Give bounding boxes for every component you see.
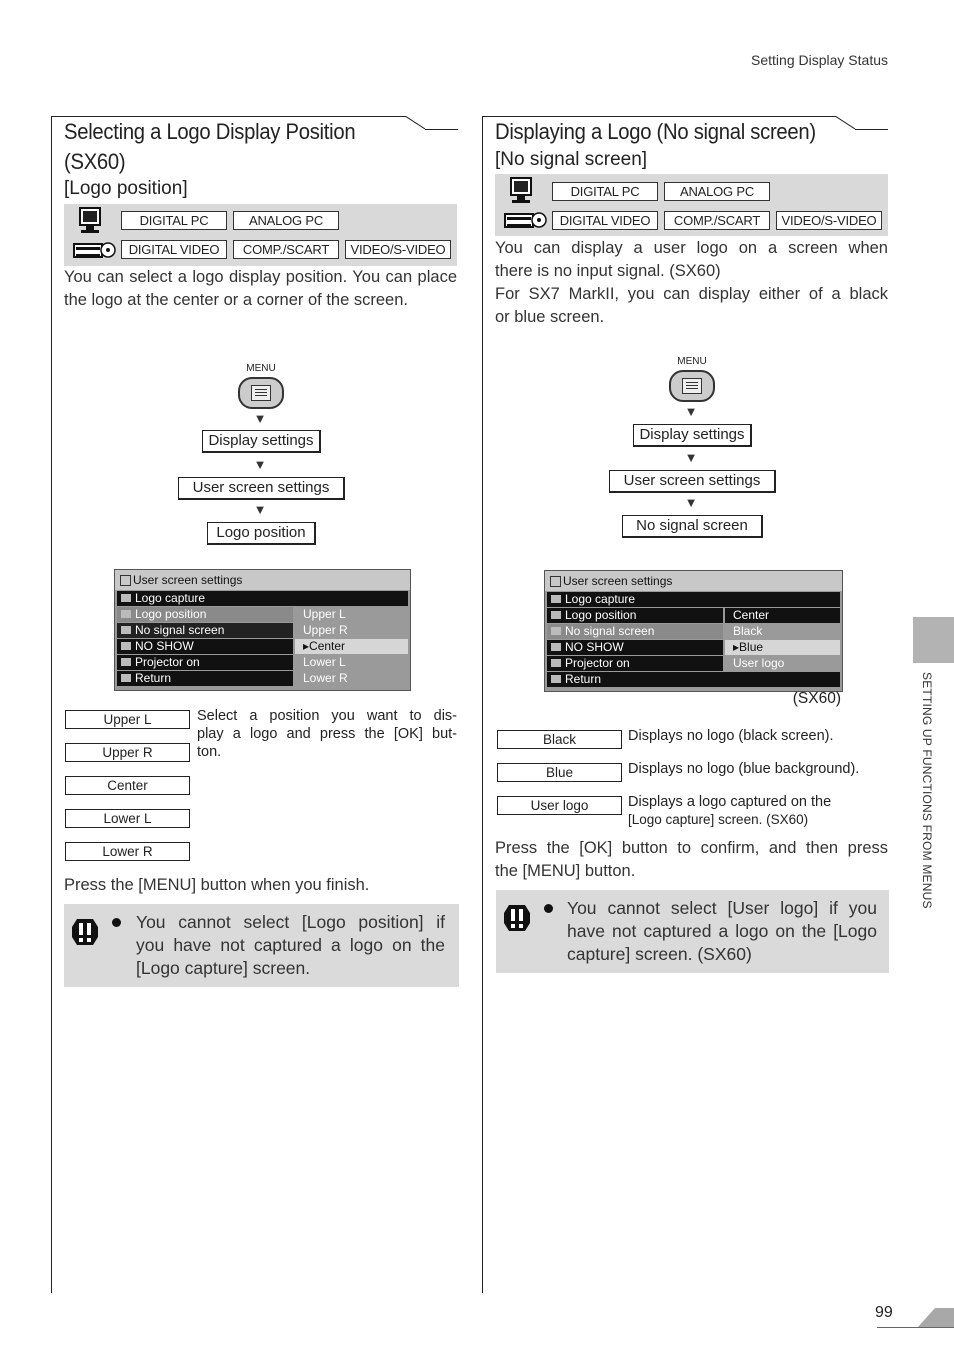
left-note-text: You cannot select [Logo position] if you have not captured a logo on the [Logo capture] screen. xyxy=(136,912,445,978)
left-section-title: Selecting a Logo Display Position (SX60) xyxy=(64,119,356,174)
note-bullet xyxy=(544,904,553,913)
osd-item: Projector on xyxy=(547,656,723,671)
option-blue: Blue xyxy=(497,763,622,782)
osd-title: User screen settings xyxy=(115,570,410,590)
source-devices-icon xyxy=(503,176,549,234)
option-black: Black xyxy=(497,730,622,749)
option-user-logo: User logo xyxy=(497,796,622,815)
right-source-box xyxy=(495,174,888,236)
right-intro-text: You can display a user logo on a screen when there is no input signal. (SX60) For SX7 MarkII, you can display either of a black or blue screen. xyxy=(495,239,888,326)
option-user-logo-desc: Displays a logo captured on the [Logo capture] screen. (SX60) xyxy=(628,794,832,827)
source-digital-video: DIGITAL VIDEO xyxy=(552,211,658,230)
option-upper-r: Upper R xyxy=(65,743,190,762)
flow-arrow: ▼ xyxy=(253,411,267,426)
option-upper-l: Upper L xyxy=(65,710,190,729)
osd-option: Center xyxy=(725,608,840,623)
flow-display-settings: Display settings xyxy=(633,424,752,447)
flow-display-settings: Display settings xyxy=(202,430,321,453)
osd-item: NO SHOW xyxy=(547,640,723,655)
flow-arrow: ▼ xyxy=(684,404,698,419)
option-lower-l: Lower L xyxy=(65,809,190,828)
osd-option: Lower L xyxy=(295,655,408,670)
option-black-desc: Displays no logo (black screen). xyxy=(628,728,834,744)
left-column-rule xyxy=(51,116,52,1293)
right-title-diag xyxy=(835,116,855,129)
source-devices-icon xyxy=(72,206,118,264)
osd-option: Upper L xyxy=(295,607,408,622)
osd-option: Lower R xyxy=(295,671,408,686)
caution-icon xyxy=(71,917,99,947)
note-bullet xyxy=(112,918,121,927)
right-confirm-text: Press the [OK] button to confirm, and then press the [MENU] button. xyxy=(495,839,888,880)
osd-screen xyxy=(114,569,411,691)
caution-icon xyxy=(503,903,531,933)
source-video-svideo: VIDEO/S-VIDEO xyxy=(345,240,451,259)
left-title-diag xyxy=(405,116,425,129)
left-section-subtitle: [Logo position] xyxy=(64,178,188,199)
osd-option: User logo xyxy=(725,656,840,671)
left-title-rule-end xyxy=(425,129,458,130)
osd-option: Upper R xyxy=(295,623,408,638)
source-analog-pc: ANALOG PC xyxy=(233,211,339,230)
menu-button-icon xyxy=(238,377,284,409)
osd-option-selected: ▸Blue xyxy=(725,640,840,655)
menu-caption: MENU xyxy=(677,356,707,367)
osd-item: No signal screen xyxy=(117,623,293,638)
right-caution-note xyxy=(496,890,889,973)
page-number: 99 xyxy=(875,1304,893,1321)
flow-logo-position: Logo position xyxy=(207,522,316,545)
option-lower-r: Lower R xyxy=(65,842,190,861)
chapter-tab xyxy=(913,617,954,663)
left-source-box xyxy=(64,204,457,266)
osd-item: Logo position xyxy=(117,607,293,622)
osd-item: Logo capture xyxy=(547,592,840,607)
osd-item: Logo position xyxy=(547,608,723,623)
osd-caption: (SX60) xyxy=(792,690,841,707)
left-intro-text: You can select a logo display position. You can place the logo at the center or a corner of the screen. xyxy=(64,268,457,309)
right-section-title: Displaying a Logo (No signal screen) xyxy=(495,119,816,144)
left-caution-note xyxy=(64,904,459,987)
osd-screen xyxy=(544,570,843,692)
option-center: Center xyxy=(65,776,190,795)
menu-button-icon xyxy=(669,370,715,402)
osd-option-selected: ▸Center xyxy=(295,639,408,654)
source-comp-scart: COMP./SCART xyxy=(233,240,339,259)
right-section-subtitle: [No signal screen] xyxy=(495,149,648,170)
left-finish-text: Press the [MENU] button when you finish. xyxy=(64,876,370,894)
osd-option: Black xyxy=(725,624,840,639)
osd-title: User screen settings xyxy=(545,571,842,591)
osd-item: NO SHOW xyxy=(117,639,293,654)
flow-user-screen-settings: User screen settings xyxy=(178,477,345,500)
running-header: Setting Display Status xyxy=(751,52,888,68)
flow-user-screen-settings: User screen settings xyxy=(609,470,776,493)
menu-caption: MENU xyxy=(246,363,276,374)
osd-item: Projector on xyxy=(117,655,293,670)
source-comp-scart: COMP./SCART xyxy=(664,211,770,230)
osd-item: Return xyxy=(117,671,293,686)
flow-arrow: ▼ xyxy=(253,457,267,472)
source-digital-pc: DIGITAL PC xyxy=(552,182,658,201)
source-video-svideo: VIDEO/S-VIDEO xyxy=(776,211,882,230)
right-title-rule-end xyxy=(855,129,888,130)
flow-arrow: ▼ xyxy=(684,495,698,510)
flow-no-signal-screen: No signal screen xyxy=(622,515,763,538)
chapter-side-label: SETTING UP FUNCTIONS FROM MENUS xyxy=(920,672,934,909)
right-note-text: You cannot select [User logo] if you have not captured a logo on the [Logo capture] screen. (SX60) xyxy=(567,898,877,964)
osd-item: Return xyxy=(547,672,840,687)
options-description: Select a position you want to dis- play a logo and press the [OK] but- ton. xyxy=(197,708,457,760)
source-analog-pc: ANALOG PC xyxy=(664,182,770,201)
source-digital-pc: DIGITAL PC xyxy=(121,211,227,230)
source-digital-video: DIGITAL VIDEO xyxy=(121,240,227,259)
osd-item: Logo capture xyxy=(117,591,408,606)
right-column-rule xyxy=(482,116,483,1293)
flow-arrow: ▼ xyxy=(684,450,698,465)
osd-item: No signal screen xyxy=(547,624,723,639)
option-blue-desc: Displays no logo (blue background). xyxy=(628,761,860,777)
flow-arrow: ▼ xyxy=(253,502,267,517)
